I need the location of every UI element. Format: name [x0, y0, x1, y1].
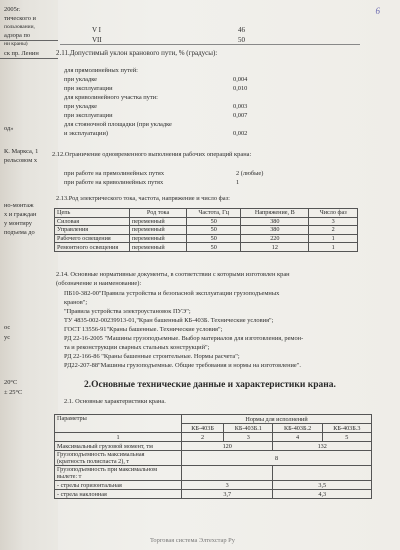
- table-cell: 1: [309, 234, 358, 243]
- top-row-value: 50: [238, 36, 245, 44]
- value: 0,003: [233, 103, 248, 110]
- margin-fragment: адзора по: [4, 32, 31, 39]
- doc-line: ТУ 4835-002-00239913-01,"Кран башенный КБ-403Б. Технические условия";: [64, 317, 274, 324]
- electric-current-table: [54, 208, 358, 252]
- table-cell: 380: [241, 226, 309, 235]
- column-header: Число фаз: [309, 209, 358, 218]
- table-row: [55, 481, 372, 490]
- margin-fragment: К. Маркса, 1: [4, 148, 39, 155]
- section-2-14-title: 2.14. Основные нормативные документы, в соответствии с которыми изготовлен кран: [56, 271, 290, 278]
- table-cell: 12: [241, 243, 309, 252]
- margin-fragment: 20°С: [4, 379, 18, 386]
- margin-fragment: ск пр. Ленин: [4, 50, 39, 57]
- table-cell: 2: [309, 226, 358, 235]
- text-line: и эксплуатации): [64, 130, 109, 137]
- table-header-row: [55, 415, 372, 424]
- doc-line: РД22-207-88"Машины грузоподъемные. Общие требования и нормы на изготовление".: [64, 362, 301, 369]
- margin-fragment: 2005г.: [4, 6, 21, 13]
- doc-line: РД 22-16-2005 "Машины грузоподъемные. Выбор материалов для изготовления, ремон-: [64, 335, 304, 342]
- top-row-label: V I: [92, 26, 102, 34]
- text-line: при укладке: [64, 103, 97, 110]
- section-2-1-title: 2.1. Основные характеристики крана.: [64, 398, 166, 405]
- value: 0,004: [233, 76, 248, 83]
- margin-fragment: ± 25°С: [4, 389, 23, 396]
- column-number: 2: [182, 433, 224, 442]
- top-row-label: VII: [92, 36, 102, 44]
- table-cell: 50: [187, 234, 241, 243]
- footer-watermark-text: Торговая система Элтехстар Ру: [150, 537, 235, 544]
- table-row: [55, 451, 372, 466]
- column-number: 4: [273, 433, 322, 442]
- text-line: при работе на прямолинейных путях: [64, 170, 165, 177]
- column-header: Частота, Гц: [187, 209, 241, 218]
- text-line: при эксплуатации: [64, 85, 113, 92]
- table-cell: 220: [241, 234, 309, 243]
- table-cell: переменный: [130, 243, 187, 252]
- section-2-13-title: 2.13.Род электрического тока, частота, напряжение и число фаз:: [56, 195, 230, 202]
- margin-fragment: х и граждан: [4, 211, 37, 218]
- column-number: 1: [55, 433, 182, 442]
- margin-fragment: ос: [4, 324, 11, 331]
- table-cell: 380: [241, 217, 309, 226]
- row-value: 132: [273, 442, 372, 451]
- corner-mark: 6: [375, 6, 380, 16]
- column-header: Параметры: [55, 415, 182, 433]
- row-value: 3,5: [273, 481, 372, 490]
- row-label-line: (кратность полиспаста 2), т: [57, 458, 130, 465]
- column-number: 5: [322, 433, 371, 442]
- table-row: [55, 490, 372, 499]
- margin-fragment: тического и: [4, 15, 36, 22]
- row-value: 4,3: [273, 490, 372, 499]
- table-row: [55, 217, 358, 226]
- table-rule: [60, 44, 360, 45]
- text-line: для стояночной площадки (при укладке: [64, 121, 172, 128]
- table-row: [55, 234, 358, 243]
- section-2-11-title: 2.11.Допустимый уклон кранового пути, % (градусы):: [56, 49, 218, 57]
- row-value: 3,7: [182, 490, 273, 499]
- margin-fragment: ни краны): [4, 41, 28, 47]
- column-header: Род тока: [130, 209, 187, 218]
- row-value: 120: [182, 442, 273, 451]
- margin-underline: [0, 40, 58, 41]
- table-cell: 50: [187, 243, 241, 252]
- row-label: [55, 466, 182, 481]
- table-cell: переменный: [130, 234, 187, 243]
- crane-characteristics-table: [54, 414, 372, 499]
- table-row: [55, 466, 372, 481]
- text-line: для прямолинейных путей:: [64, 67, 138, 74]
- doc-line: ПБ10-382-00"Правила устройства и безопасной эксплуатации грузоподъемных: [64, 290, 280, 297]
- margin-fragment: у монтиру: [4, 220, 32, 227]
- model-header: КБ-403Б: [182, 424, 224, 433]
- table-cell: 3: [309, 217, 358, 226]
- table-row: [55, 442, 372, 451]
- margin-fragment: подъема до: [4, 229, 35, 236]
- margin-fragment: ус: [4, 334, 11, 341]
- table-cell: переменный: [130, 226, 187, 235]
- column-number-row: [55, 433, 372, 442]
- column-number: 3: [224, 433, 273, 442]
- section-2-12-title: 2.12.Ограничение одновременного выполнения рабочих операций крана:: [52, 151, 252, 158]
- row-value: [182, 466, 273, 481]
- column-header: Цепь: [55, 209, 130, 218]
- top-row-value: 46: [238, 26, 245, 34]
- table-header-row: [55, 209, 358, 218]
- page-fold-shadow: [0, 0, 58, 550]
- text-line: при укладке: [64, 76, 97, 83]
- value: 0,002: [233, 130, 248, 137]
- value: 0,010: [233, 85, 248, 92]
- row-value: 8: [182, 451, 372, 466]
- table-row: [55, 243, 358, 252]
- table-cell: Ремонтного освещения: [55, 243, 130, 252]
- chapter-heading: 2.Основные технические данные и характеристики крана.: [84, 380, 336, 390]
- doc-line: РД 22-166-86 "Краны башенные строительные. Нормы расчета";: [64, 353, 240, 360]
- column-header: Напряжение, В: [241, 209, 309, 218]
- model-header: КБ-403Б.2: [273, 424, 322, 433]
- margin-fragment: од»: [4, 125, 14, 132]
- margin-fragment: рельсовом х: [4, 157, 38, 164]
- table-cell: 50: [187, 226, 241, 235]
- text-line: при эксплуатации: [64, 112, 113, 119]
- row-label-line: вылете: т: [57, 473, 82, 480]
- table-cell: 1: [309, 243, 358, 252]
- row-label: [55, 451, 182, 466]
- table-cell: Силовая: [55, 217, 130, 226]
- doc-line: ГОСТ 13556-91"Краны башенные. Технические условия";: [64, 326, 223, 333]
- value: 0,007: [233, 112, 248, 119]
- margin-fragment: но-монтаж: [4, 202, 34, 209]
- row-label: Максимальный грузовой момент, тм: [55, 442, 182, 451]
- value: 1: [236, 179, 240, 186]
- model-header: КБ-403Б.1: [224, 424, 273, 433]
- margin-fragment: пользовании,: [4, 24, 35, 30]
- doc-line: кранов";: [64, 299, 88, 306]
- table-cell: Управления: [55, 226, 130, 235]
- row-value: [273, 466, 372, 481]
- section-2-14-title-cont: (обозначение и наименование):: [56, 280, 142, 287]
- doc-line: та и реконструкции сварных стальных конструкций";: [64, 344, 210, 351]
- table-cell: 50: [187, 217, 241, 226]
- text-line: для криволинейного участка пути:: [64, 94, 158, 101]
- table-cell: Рабочего освещения: [55, 234, 130, 243]
- text-line: при работе на криволинейных путях: [64, 179, 164, 186]
- row-label: - стрелы горизонтальная: [55, 481, 182, 490]
- row-label: - стрела наклонная: [55, 490, 182, 499]
- row-value: 3: [182, 481, 273, 490]
- row-label-line: Грузоподъемность при максимальном: [57, 466, 157, 473]
- row-label-line: Грузоподъемность максимальная: [57, 451, 145, 458]
- column-header: Нормы для исполнений: [182, 415, 372, 424]
- value: 2 (любые): [236, 170, 264, 177]
- doc-line: "Правила устройства электроустановок ПУЭ";: [64, 308, 191, 315]
- table-cell: переменный: [130, 217, 187, 226]
- model-header: КБ-403Б.3: [322, 424, 371, 433]
- table-row: [55, 226, 358, 235]
- margin-underline: [0, 58, 58, 59]
